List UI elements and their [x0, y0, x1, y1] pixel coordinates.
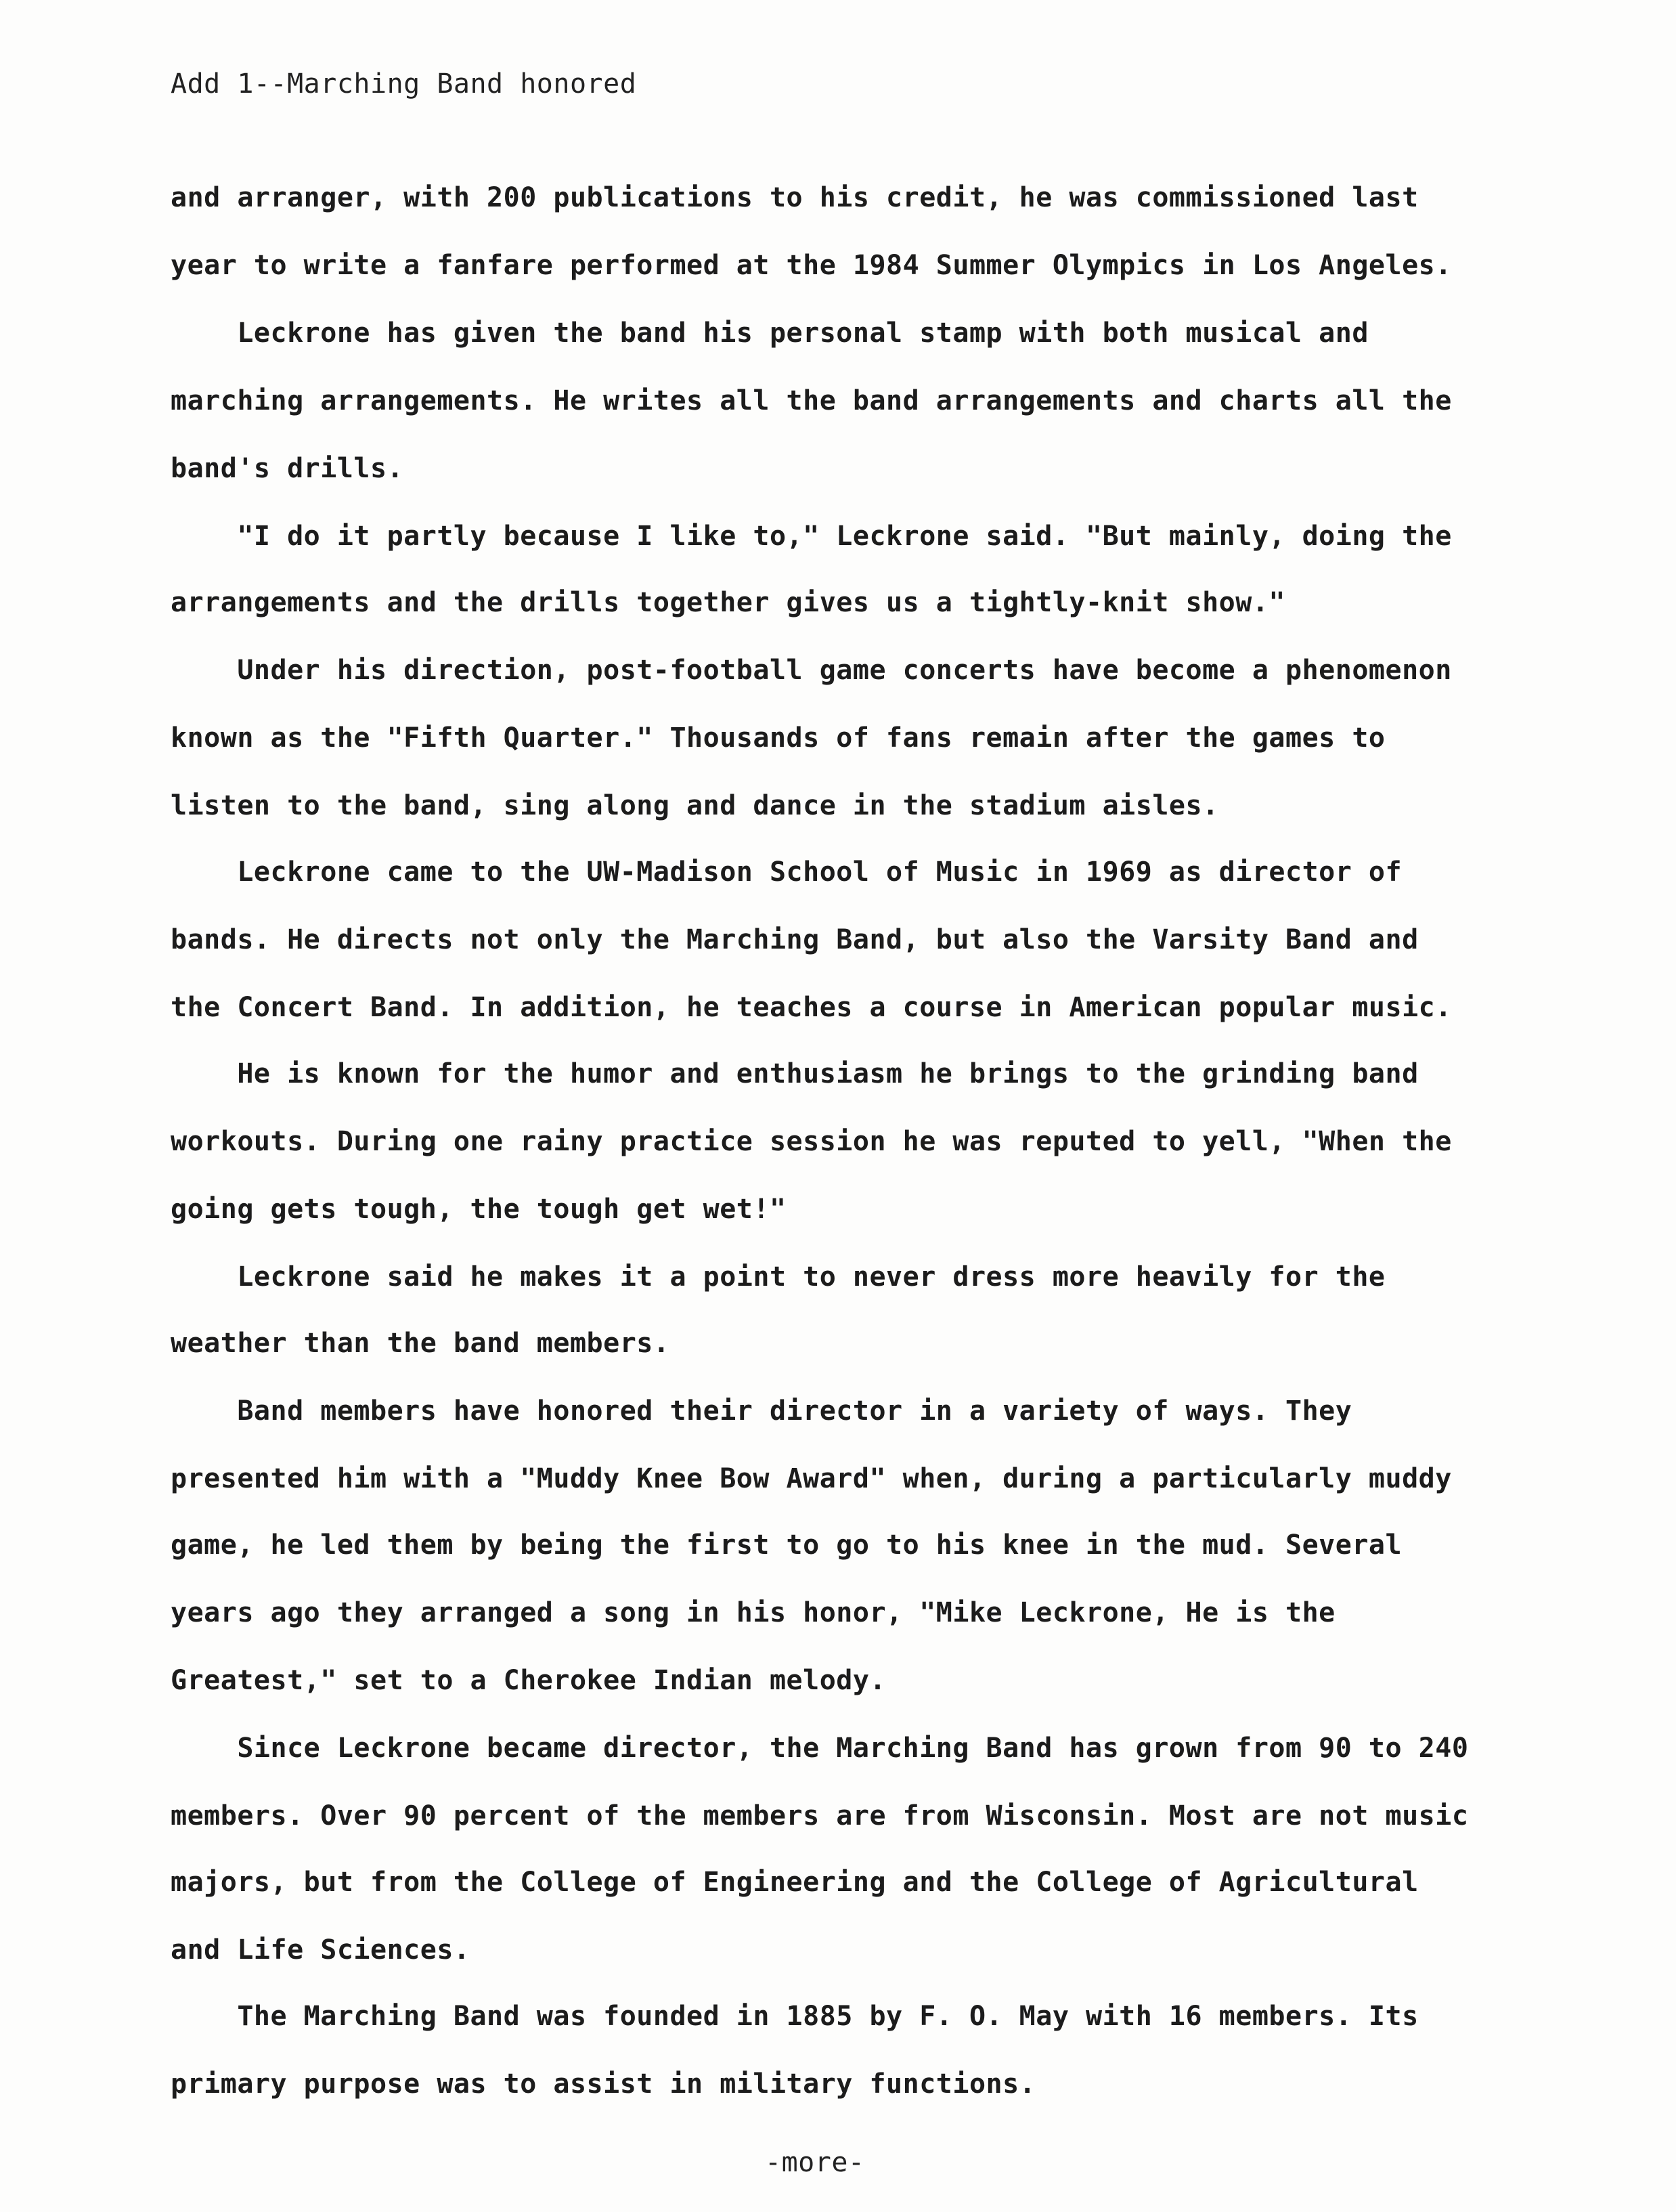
body-line-20: presented him with a "Muddy Knee Bow Award" when, during a particularly muddy [171, 1463, 1452, 1494]
body-line-14: He is known for the humor and enthusiasm he brings to the grinding band [171, 1058, 1419, 1089]
body-line-25: members. Over 90 percent of the members are from Wisconsin. Most are not music [171, 1800, 1469, 1831]
body-line-2: year to write a fanfare performed at the 1984 Summer Olympics in Los Angeles. [171, 250, 1452, 281]
body-line-1: and arranger, with 200 publications to his credit, he was commissioned last [171, 182, 1419, 213]
body-line-28: The Marching Band was founded in 1885 by F. O. May with 16 members. Its [171, 2001, 1419, 2032]
body-line-19: Band members have honored their director in a variety of ways. They [171, 1395, 1352, 1427]
body-line-3: Leckrone has given the band his personal stamp with both musical and [171, 318, 1369, 349]
page-header: Add 1--Marching Band honored [171, 68, 637, 100]
body-line-17: Leckrone said he makes it a point to never dress more heavily for the [171, 1261, 1386, 1293]
body-line-23: Greatest," set to a Cherokee Indian melody. [171, 1665, 887, 1696]
body-line-16: going gets tough, the tough get wet!" [171, 1194, 787, 1225]
body-line-18: weather than the band members. [171, 1328, 670, 1359]
body-line-15: workouts. During one rainy practice session he was reputed to yell, "When the [171, 1126, 1452, 1157]
body-line-10: listen to the band, sing along and dance in the stadium aisles. [171, 790, 1219, 821]
body-line-11: Leckrone came to the UW-Madison School of Music in 1969 as director of [171, 856, 1403, 888]
body-line-7: arrangements and the drills together gives us a tightly-knit show." [171, 587, 1285, 618]
body-line-26: majors, but from the College of Engineering and the College of Agricultural [171, 1867, 1419, 1898]
body-line-6: "I do it partly because I like to," Leckrone said. "But mainly, doing the [171, 521, 1452, 552]
body-line-8: Under his direction, post-football game concerts have become a phenomenon [171, 655, 1452, 686]
body-line-22: years ago they arranged a song in his honor, "Mike Leckrone, He is the [171, 1597, 1336, 1628]
body-line-21: game, he led them by being the first to go to his knee in the mud. Several [171, 1530, 1403, 1561]
body-line-24: Since Leckrone became director, the Marching Band has grown from 90 to 240 [171, 1733, 1469, 1764]
body-line-29: primary purpose was to assist in military functions. [171, 2068, 1036, 2100]
body-line-12: bands. He directs not only the Marching Band, but also the Varsity Band and [171, 924, 1419, 955]
body-line-9: known as the "Fifth Quarter." Thousands of fans remain after the games to [171, 722, 1386, 754]
body-line-13: the Concert Band. In addition, he teaches a course in American popular music. [171, 992, 1452, 1023]
body-line-4: marching arrangements. He writes all the band arrangements and charts all the [171, 385, 1452, 416]
body-line-5: band's drills. [171, 453, 404, 484]
more-footer: -more- [765, 2147, 865, 2178]
body-line-27: and Life Sciences. [171, 1934, 470, 1966]
